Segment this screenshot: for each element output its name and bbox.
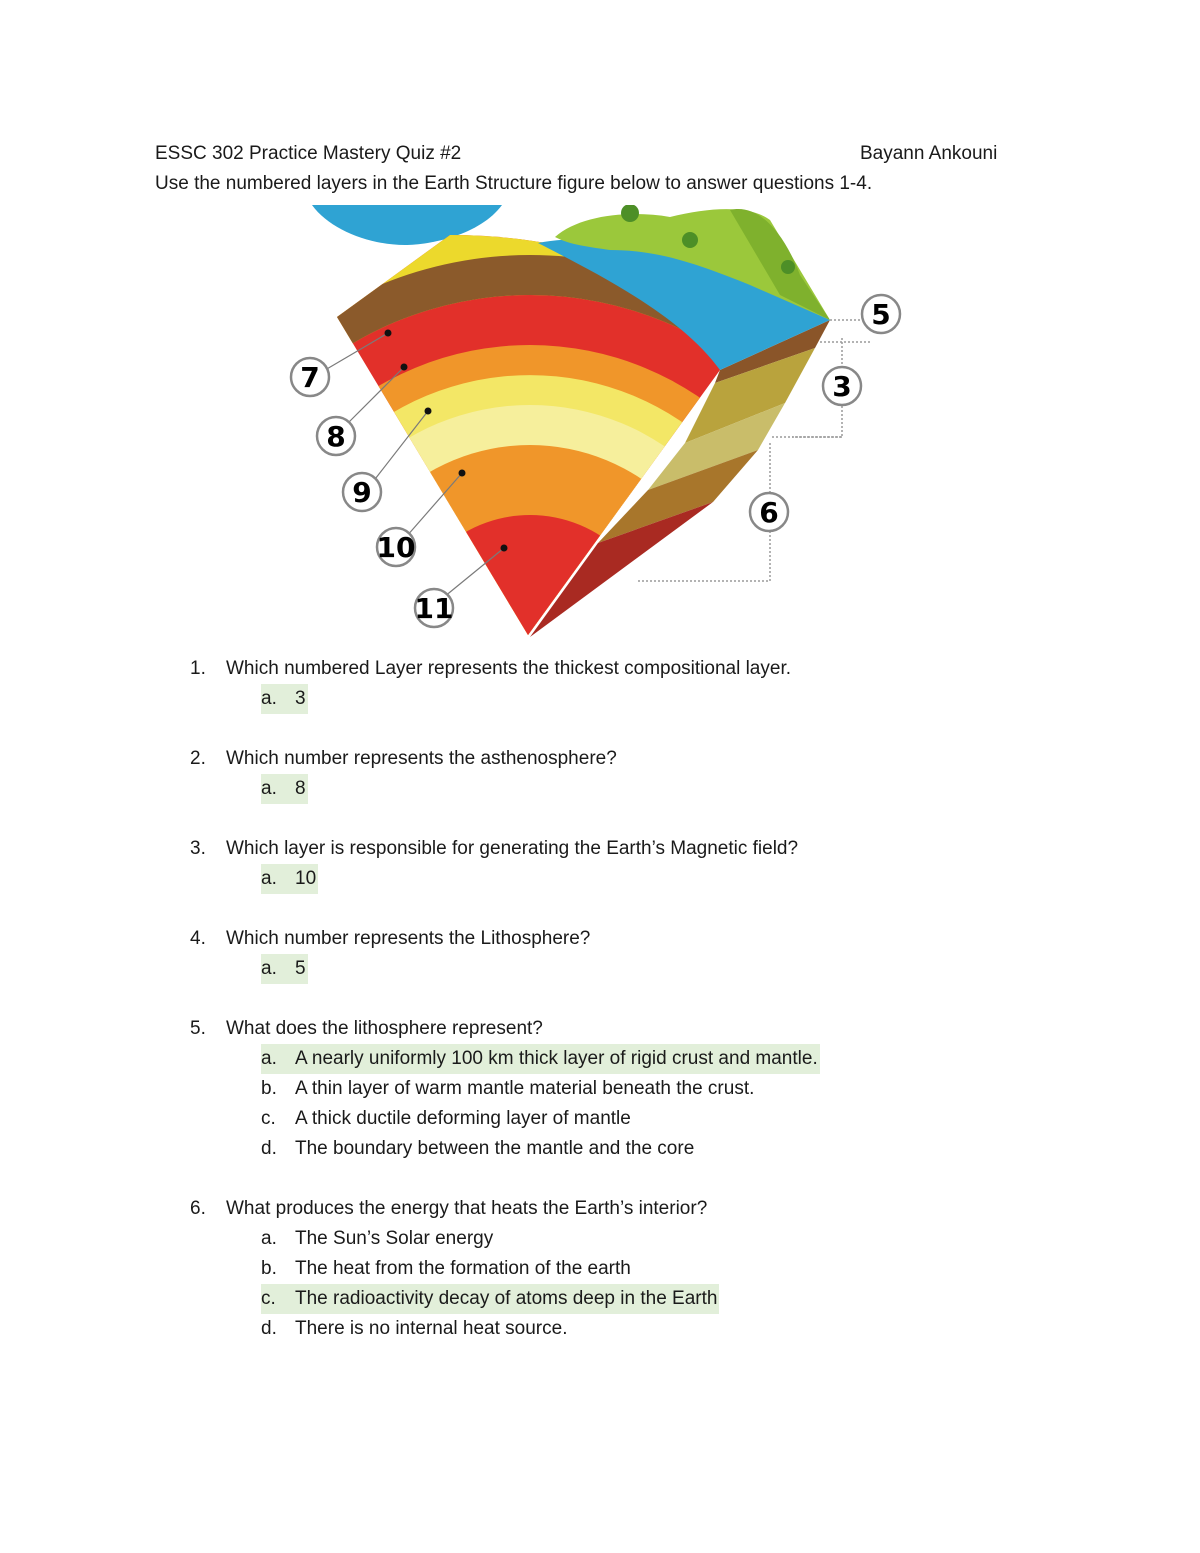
callout-10: [377, 528, 416, 566]
svg-text:9: 9: [352, 476, 372, 509]
question-2: [155, 744, 1055, 804]
option-text: 10: [295, 868, 317, 889]
option-letter: c.: [261, 1108, 276, 1129]
question-number: 6.: [190, 1198, 206, 1219]
svg-text:11: 11: [414, 592, 454, 625]
option-text: A nearly uniformly 100 km thick layer of rigid crust and mantle.: [295, 1048, 818, 1069]
option-text: There is no internal heat source.: [295, 1318, 568, 1339]
intro-instructions: Use the numbered layers in the Earth Structure figure below to answer questions 1-4.: [155, 173, 873, 194]
question-1: [155, 654, 1055, 714]
answer-option: [155, 1224, 1055, 1254]
svg-text:7: 7: [300, 361, 320, 394]
answer-option: [155, 954, 1055, 984]
option-text: The Sun’s Solar energy: [295, 1228, 494, 1249]
option-letter: a.: [261, 958, 277, 979]
answer-option: [155, 774, 1055, 804]
question-text: What does the lithosphere represent?: [226, 1018, 543, 1039]
option-letter: b.: [261, 1078, 277, 1099]
svg-text:8: 8: [326, 420, 346, 453]
option-text: The heat from the formation of the earth: [295, 1258, 631, 1279]
course-title: ESSC 302 Practice Mastery Quiz #2: [155, 143, 462, 164]
question-number: 3.: [190, 838, 206, 859]
option-text: 8: [295, 778, 306, 799]
question-number: 5.: [190, 1018, 206, 1039]
callout-9: [343, 473, 381, 511]
answer-option: [155, 1254, 1055, 1284]
callout-3: [823, 367, 861, 405]
callout-8: [317, 417, 355, 455]
option-text: 3: [295, 688, 306, 709]
question-text: Which number represents the asthenosphere?: [226, 748, 617, 769]
answer-option: [155, 1074, 1055, 1104]
question-number: 4.: [190, 928, 206, 949]
callout-11: [415, 589, 454, 627]
option-text: The boundary between the mantle and the core: [295, 1138, 695, 1159]
question-5: [155, 1014, 1055, 1164]
option-letter: a.: [261, 688, 277, 709]
callout-7: [291, 358, 329, 396]
question-text: What produces the energy that heats the Earth’s interior?: [226, 1198, 708, 1219]
option-text: A thin layer of warm mantle material beneath the crust.: [295, 1078, 755, 1099]
svg-text:10: 10: [376, 531, 416, 564]
option-text: The radioactivity decay of atoms deep in the Earth: [295, 1288, 718, 1309]
question-number: 2.: [190, 748, 206, 769]
author-name: Bayann Ankouni: [860, 143, 998, 164]
option-letter: d.: [261, 1138, 277, 1159]
question-number: 1.: [190, 658, 206, 679]
option-text: 5: [295, 958, 306, 979]
option-letter: a.: [261, 1048, 277, 1069]
answer-option: [155, 1314, 1055, 1344]
question-text: Which number represents the Lithosphere?: [226, 928, 591, 949]
answer-option: [155, 1284, 1055, 1314]
option-letter: a.: [261, 868, 277, 889]
question-4: [155, 924, 1055, 984]
callout-6: [750, 493, 788, 531]
question-6: [155, 1194, 1055, 1344]
answer-option: [155, 684, 1055, 714]
option-letter: a.: [261, 1228, 277, 1249]
question-text: Which numbered Layer represents the thickest compositional layer.: [226, 658, 791, 679]
question-list: [155, 654, 1055, 1374]
svg-text:6: 6: [759, 496, 779, 529]
option-letter: b.: [261, 1258, 277, 1279]
question-text: Which layer is responsible for generating the Earth’s Magnetic field?: [226, 838, 799, 859]
answer-option: [155, 864, 1055, 894]
svg-text:5: 5: [871, 298, 891, 331]
option-letter: d.: [261, 1318, 277, 1339]
question-3: [155, 834, 1055, 894]
callout-5: [862, 295, 900, 333]
answer-option: [155, 1044, 1055, 1074]
option-text: A thick ductile deforming layer of mantle: [295, 1108, 631, 1129]
earth-structure-figure: [280, 205, 920, 645]
answer-option: [155, 1104, 1055, 1134]
option-letter: c.: [261, 1288, 276, 1309]
answer-option: [155, 1134, 1055, 1164]
option-letter: a.: [261, 778, 277, 799]
svg-text:3: 3: [832, 370, 852, 403]
